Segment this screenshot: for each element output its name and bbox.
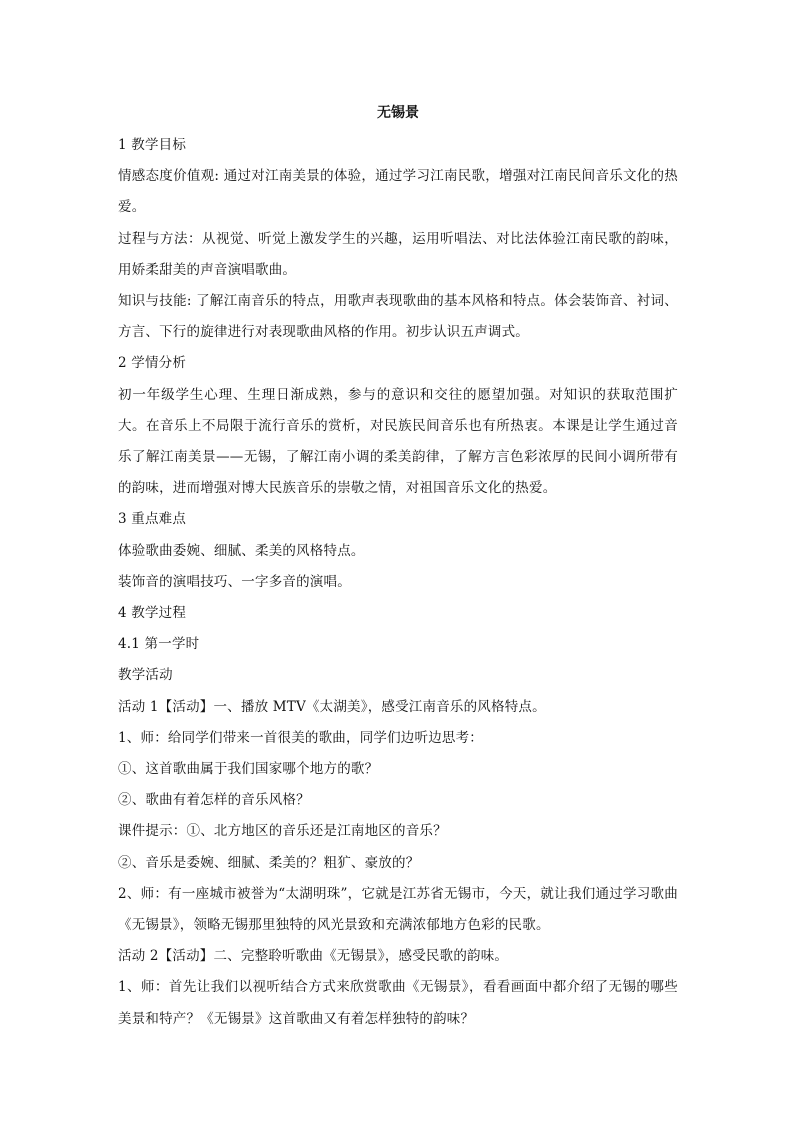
paragraph-teacher-wuxi: 2、师：有一座城市被誉为“太湖明珠”，它就是江苏省无锡市，今天，就让我们通过学习歌曲《无锡景》，领略无锡那里独特的风光景致和充满浓郁地方色彩的民歌。 [118, 885, 678, 934]
paragraph-activity-2: 活动 2【活动】二、完整聆听歌曲《无锡景》，感受民歌的韵味。 [118, 948, 509, 965]
paragraph-student-analysis: 初一年级学生心理、生理日渐成熟，参与的意识和交往的愿望加强。对知识的获取范围扩大。在音乐上不局限于流行音乐的赏析，对民族民间音乐也有所热衷。本课是让学生通过音乐了解江南美景——无锡，了解江南小调的柔美韵律，了解方言色彩浓厚的民间小调所带有的韵味，进而增强对博大民族音乐的崇敬之情，对祖国音乐文化的热爱。 [118, 386, 678, 497]
paragraph-question-2: ②、歌曲有着怎样的音乐风格？ [118, 792, 310, 809]
section-heading-teaching-process: 4 教学过程 [118, 605, 187, 622]
paragraph-teacher-intro: 1、师：给同学们带来一首很美的歌曲，同学们边听边思考： [118, 729, 483, 746]
section-heading-objectives: 1 教学目标 [118, 137, 187, 153]
paragraph-teacher-listen: 1、师：首先让我们以视听结合方式来欣赏歌曲《无锡景》，看看画面中都介绍了无锡的哪些美景和特产？《无锡景》这首歌曲又有着怎样独特的韵味？ [118, 979, 678, 1027]
section-heading-key-points: 3 重点难点 [118, 511, 187, 528]
paragraph-courseware-hint: 课件提示：①、北方地区的音乐还是江南地区的音乐？ [118, 823, 447, 840]
paragraph-process-methods: 过程与方法：从视觉、听觉上激发学生的兴趣，运用听唱法、对比法体验江南民歌的韵味，用娇柔甜美的声音演唱歌曲。 [118, 230, 678, 278]
paragraph-knowledge-skills: 知识与技能: 了解江南音乐的特点，用歌声表现歌曲的基本风格和特点。体会装饰音、衬词、方言、下行的旋律进行对表现歌曲风格的作用。初步认识五声调式。 [118, 293, 678, 341]
subsection-heading-first-period: 4.1 第一学时 [118, 636, 200, 653]
paragraph-activity-1: 活动 1【活动】一、播放 MTV《太湖美》，感受江南音乐的风格特点。 [118, 698, 546, 715]
paragraph-emotion-values: 情感态度价值观: 通过对江南美景的体验，通过学习江南民歌，增强对江南民间音乐文化的热爱。 [118, 168, 678, 216]
paragraph-teaching-activities: 教学活动 [118, 667, 173, 684]
section-heading-student-analysis: 2 学情分析 [118, 355, 187, 372]
paragraph-hint-2: ②、音乐是委婉、细腻、柔美的？粗犷、豪放的？ [118, 854, 420, 871]
paragraph-key-point-style: 体验歌曲委婉、细腻、柔美的风格特点。 [118, 542, 365, 559]
document-title: 无锡景 [377, 105, 419, 121]
paragraph-key-point-technique: 装饰音的演唱技巧、一字多音的演唱。 [118, 573, 351, 590]
document-body [118, 100, 678, 1035]
paragraph-question-1: ①、这首歌曲属于我们国家哪个地方的歌？ [118, 761, 379, 778]
